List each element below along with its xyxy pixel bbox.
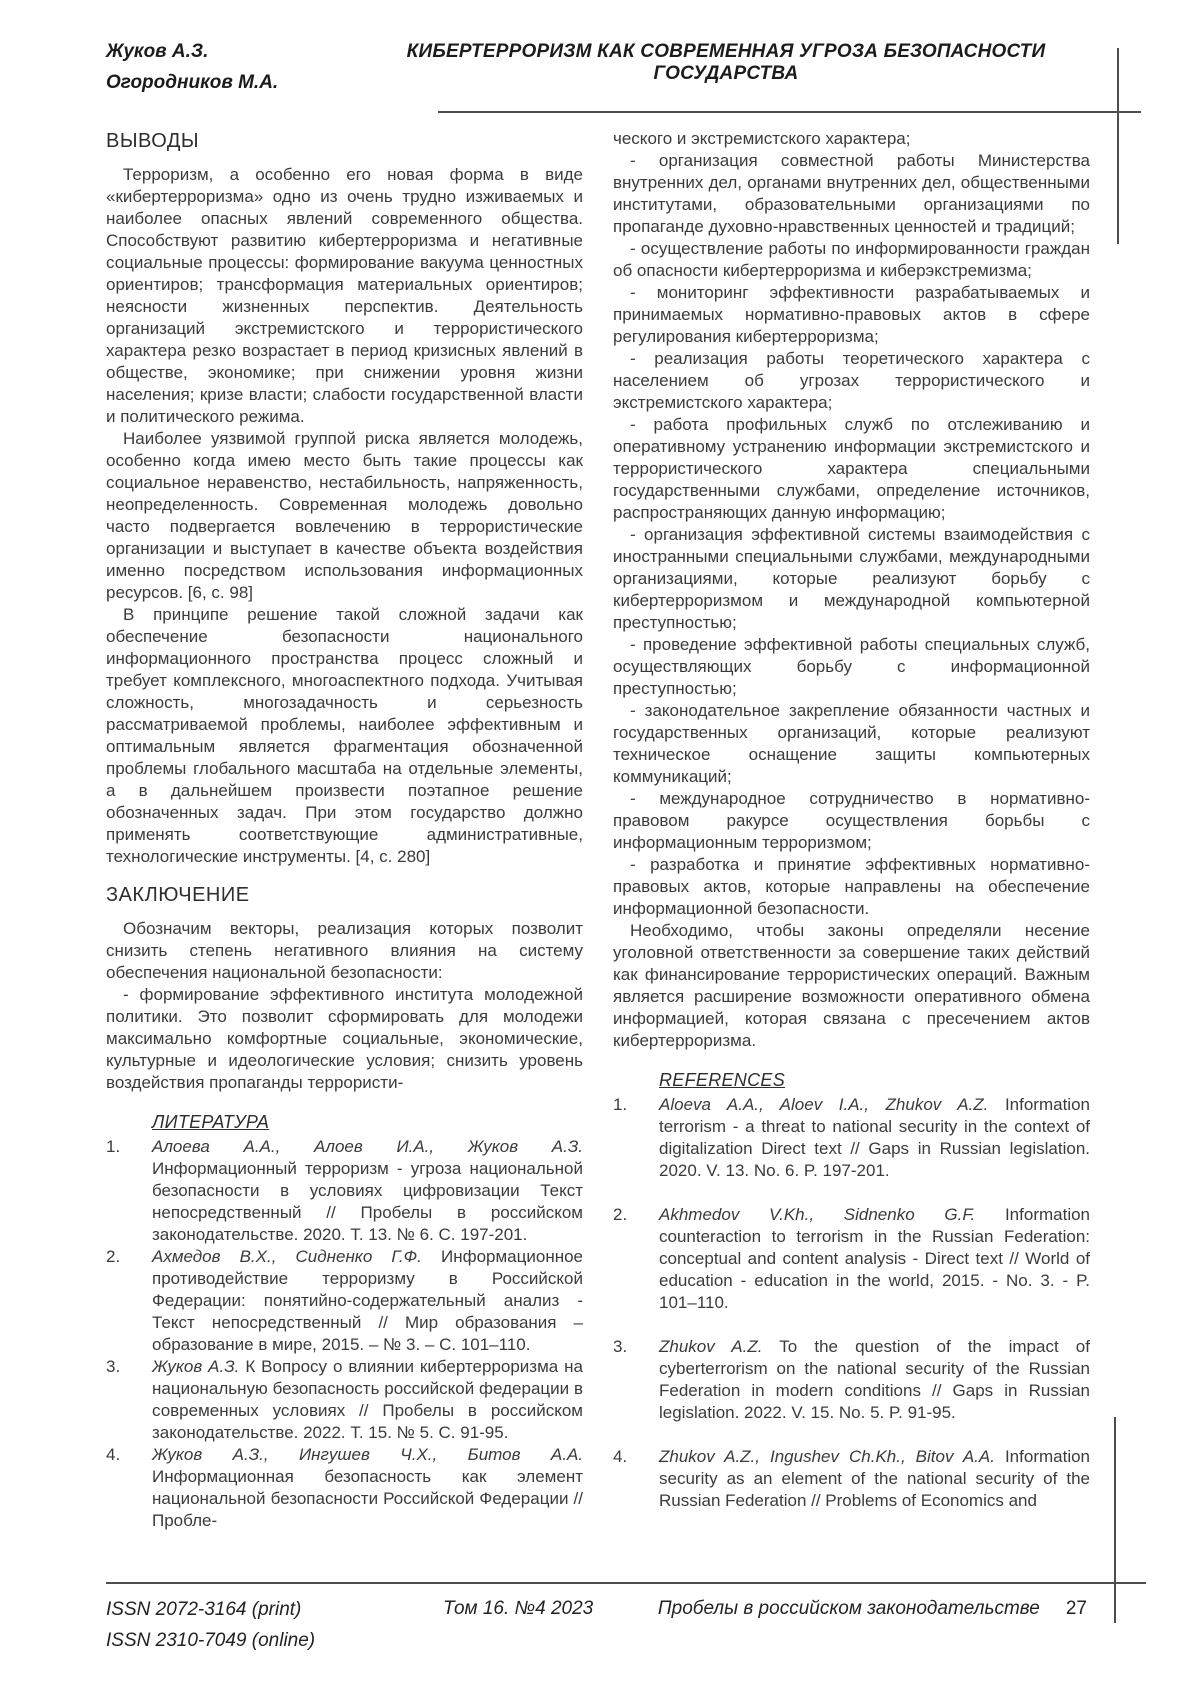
paragraph: - работа профильных служб по отслеживанию и оперативному устранению информации экстремистского и террористического характера специальными государственными службами, определение источников, распространяющих данную информацию; <box>613 415 1090 522</box>
footer-rule <box>106 1582 1146 1584</box>
author-name: Жуков А.З. <box>106 41 209 62</box>
reference-item <box>106 1356 583 1444</box>
reference-number: 4. <box>106 1445 121 1464</box>
reference-item <box>613 1446 1090 1512</box>
reference-authors: Жуков А.З., Ингушев Ч.Х., Битов А.А. <box>152 1445 583 1464</box>
paragraph: - международное сотрудничество в нормативно-правовом ракурсе осуществления борьбы с информационным терроризмом; <box>613 789 1090 852</box>
issn-print: ISSN 2072-3164 (print) <box>106 1599 302 1620</box>
paragraph: - осуществление работы по информированности граждан об опасности кибертерроризма и киберэкстремизма; <box>613 239 1090 280</box>
paragraph: - формирование эффективного института молодежной политики. Это позволит сформировать для молодежи максимально комфортные социальные, экономические, культурные и идеологические условия; снизить уровень воздействия пропаганды террористи- <box>106 985 583 1092</box>
reference-item <box>613 1336 1090 1424</box>
reference-item <box>106 1444 583 1532</box>
footer-journal-name: Пробелы в российском законодательстве <box>657 1598 1040 1619</box>
footer-issn <box>106 1594 315 1656</box>
paragraph: Обозначим векторы, реализация которых позволит снизить степень негативного влияния на систему обеспечения национальной безопасности: <box>106 919 583 982</box>
reference-text: Информационный терроризм - угроза национальной безопасности в условиях цифровизации Текст непосредственный // Пробелы в российском законодательстве. 2020. Т. 13. № 6. С. 197-201. <box>152 1159 583 1244</box>
reference-text: Информационное противодействие терроризму в Российской Федерации: понятийно-содержательный анализ - Текст непосредственный // Мир образования – образование в мире, 2015. – № 3. – С. 101–110. <box>152 1247 583 1354</box>
right-column <box>613 128 1090 1532</box>
reference-item <box>613 1204 1090 1314</box>
paragraph: - организация совместной работы Министерства внутренних дел, органами внутренних дел, общественными институтами, образовательными организациями по пропаганде духовно-нравственных ценностей и традиций; <box>613 151 1090 236</box>
paragraph: - проведение эффективной работы специальных служб, осуществляющих борьбу с информационной преступностью; <box>613 635 1090 698</box>
footer-right <box>606 1598 1087 1620</box>
reference-text: Information counteraction to terrorism in the Russian Federation: conceptual and content analysis - Direct text // World of education - education in the world, 2015. - No. 3. - P. 101–110. <box>659 1205 1091 1312</box>
reference-text: Information terrorism - a threat to national security in the context of digitalization Direct text // Gaps in Russian legislation. 2020. V. 13. No. 6. P. 197-201. <box>659 1095 1090 1180</box>
paragraph: - мониторинг эффективности разрабатываемых и принимаемых нормативно-правовых актов в сфере регулирования кибертерроризма; <box>613 283 1090 346</box>
references-heading: REFERENCES <box>659 1070 786 1090</box>
paragraph: Наиболее уязвимой группой риска является молодежь, особенно когда имею место быть такие процессы как социальное неравенство, нестабильность, напряженность, неопределенность. Современная молодежь довольно часто подвергается вовлечению в террористические организации и выступает в качестве объекта воздействия именно посредством использования информационных ресурсов. [6, с. 98] <box>106 429 583 602</box>
final-paragraphs <box>106 918 583 1094</box>
left-column <box>106 128 583 1532</box>
continuation-paragraph: ческого и экстремистского характера; <box>613 129 911 148</box>
reference-authors: Жуков А.З. <box>152 1357 240 1376</box>
reference-authors: Akhmedov V.Kh., Sidnenko G.F. <box>659 1205 976 1224</box>
author-name: Огородников М.А. <box>106 72 279 93</box>
reference-text: Information security as an element of the national security of the Russian Federation // Problems of Economics and <box>659 1447 1091 1510</box>
measures-paragraphs <box>613 150 1090 1052</box>
reference-number: 2. <box>106 1247 121 1266</box>
reference-authors: Ахмедов В.Х., Сидненко Г.Ф. <box>152 1247 422 1266</box>
literature-list <box>106 1136 583 1532</box>
header-rule <box>438 111 1141 113</box>
reference-text: Информационная безопасность как элемент национальной безопасности Российской Федерации // Пробле- <box>152 1467 583 1530</box>
reference-authors: Aloeva A.A., Aloev I.A., Zhukov A.Z. <box>659 1095 989 1114</box>
margin-line-bottom <box>1114 1417 1116 1623</box>
reference-text: To the question of the impact of cyberterrorism on the national security of the Russian Federation in modern conditions // Gaps in Russian legislation. 2022. V. 15. No. 5. P. 91-95. <box>659 1337 1090 1422</box>
paragraph: В принципе решение такой сложной задачи как обеспечение безопасности национального информационного пространства процесс сложный и требует комплексного, многоаспектного подхода. Учитывая сложность, многозадачность и серьезность рассматриваемой проблемы, наиболее эффективным и оптимальным является фрагментация обозначенной проблемы глобального масштаба на отдельные элементы, а в дальнейшем произвести поэтапное решение обозначенных задач. При этом государство должно применять соответствующие административные, технологические инструменты. [4, с. 280] <box>106 605 583 866</box>
footer-volume: Том 16. №4 2023 <box>443 1598 594 1619</box>
reference-number: 3. <box>106 1357 121 1376</box>
reference-item <box>613 1094 1090 1182</box>
paragraph: - организация эффективной системы взаимодействия с иностранными специальными службами, международными организациями, которые реализуют борьбу с кибертерроризмом и международной компьютерной преступностью; <box>613 525 1090 632</box>
conclusions-paragraphs <box>106 164 583 868</box>
paragraph: - реализация работы теоретического характера с населением об угрозах террористического и экстремистского характера; <box>613 349 1090 412</box>
margin-line-top <box>1117 48 1119 244</box>
reference-number: 1. <box>613 1095 628 1114</box>
reference-item <box>106 1246 583 1356</box>
reference-text: К Вопросу о влиянии кибертерроризма на национальную безопасность российской федерации в современных условиях // Пробелы в российском законодательстве. 2022. Т. 15. № 5. С. 91-95. <box>152 1357 584 1442</box>
reference-item <box>106 1136 583 1246</box>
reference-number: 4. <box>613 1447 628 1466</box>
reference-authors: Zhukov A.Z. <box>659 1337 763 1356</box>
reference-number: 2. <box>613 1205 628 1224</box>
paragraph: - законодательное закрепление обязанности частных и государственных организаций, которые реализуют техническое оснащение защиты компьютерных коммуникаций; <box>613 701 1090 786</box>
paragraph: Терроризм, а особенно его новая форма в виде «кибертерроризма» одно из очень трудно изживаемых и наиболее опасных явлений современного общества. Способствуют развитию кибертерроризма и негативные социальные процессы: формирование вакуума ценностных ориентиров; трансформация материальных ориентиров; неясности жизненных перспектив. Деятельность организаций экстремистского и террористического характера резко возрастает в период кризисных явлений в обществе, экономике; при снижении уровня жизни населения; кризе власти; слабости государственной власти и политического режима. <box>106 165 583 426</box>
reference-authors: Алоева А.А., Алоев И.А., Жуков А.З. <box>152 1137 583 1156</box>
page-number: 27 <box>1065 1598 1087 1619</box>
paragraph: Необходимо, чтобы законы определяли несение уголовной ответственности за совершение таких действий как финансирование террористических операций. Важным является расширение возможности оперативного обмена информацией, которая связана с пресечением актов кибертерроризма. <box>613 921 1090 1050</box>
issn-online: ISSN 2310-7049 (online) <box>106 1630 316 1651</box>
header-authors <box>106 36 278 98</box>
section-heading-conclusions: ВЫВОДЫ <box>106 130 200 152</box>
references-list <box>613 1094 1090 1512</box>
paragraph: - разработка и принятие эффективных нормативно-правовых актов, которые направлены на обеспечение информационной безопасности. <box>613 855 1090 918</box>
article-title: КИБЕРТЕРРОРИЗМ КАК СОВРЕМЕННАЯ УГРОЗА БЕЗОПАСНОСТИ ГОСУДАРСТВА <box>406 41 1046 84</box>
reference-number: 1. <box>106 1137 121 1156</box>
section-heading-final: ЗАКЛЮЧЕНИЕ <box>106 884 250 906</box>
reference-number: 3. <box>613 1337 628 1356</box>
literature-heading: ЛИТЕРАТУРА <box>152 1112 270 1132</box>
reference-authors: Zhukov A.Z., Ingushev Ch.Kh., Bitov A.A. <box>659 1447 995 1466</box>
article-body <box>106 128 1090 1532</box>
